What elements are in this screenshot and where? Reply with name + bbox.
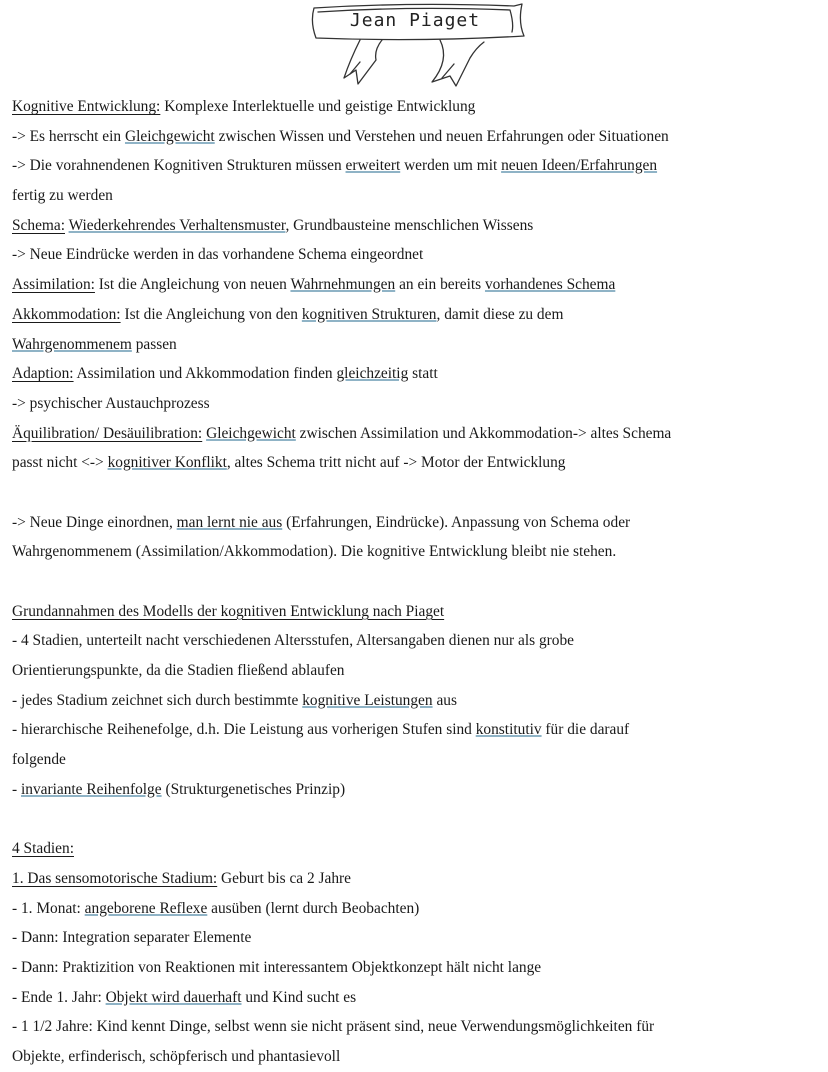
text-segment: Wahrgenommenem (Assimilation/Akkommodation). Die kognitive Entwicklung bleibt nie stehen. [12, 543, 617, 561]
text-segment: zwischen Wissen und Verstehen und neuen Erfahrungen oder Situationen [214, 127, 669, 145]
highlighted-text: gleichzeitig [336, 365, 409, 383]
text-line [12, 240, 820, 270]
text-line [12, 92, 820, 122]
text-line [12, 1012, 820, 1042]
text-line [12, 448, 820, 478]
text-segment: (Erfahrungen, Eindrücke). Anpassung von Schema oder [282, 513, 631, 531]
text-segment: Objekte, erfinderisch, schöpferisch und phantasievoll [12, 1048, 341, 1065]
text-segment: passt nicht <-> [12, 454, 108, 472]
text-line [12, 686, 820, 716]
highlighted-text: kognitiven Strukturen [301, 305, 437, 323]
text-line [12, 923, 820, 953]
text-segment: Komplexe Interlektuelle und geistige Entwicklung [160, 98, 476, 115]
text-segment: statt [408, 365, 438, 383]
text-segment: Ist die Angleichung von den [120, 305, 302, 323]
text-segment: folgende [12, 751, 66, 769]
text-segment: , altes Schema tritt nicht auf -> Motor der Entwicklung [226, 454, 566, 472]
text-line [12, 330, 820, 360]
text-segment: - 4 Stadien, unterteilt nacht verschiedenen Altersstufen, Altersangaben dienen nur als grobe [12, 632, 575, 650]
text-segment: werden um mit [400, 157, 502, 175]
text-segment: -> Die vorahnendenen Kognitiven Strukturen müssen [12, 157, 346, 175]
text-line [12, 122, 820, 152]
blank-line [12, 567, 820, 597]
text-segment: fertig zu werden [12, 187, 113, 205]
text-line [12, 626, 820, 656]
highlighted-text: konstitutiv [475, 721, 542, 739]
highlighted-text: kognitiver Konflikt [107, 454, 227, 472]
text-segment: - hierarchische Reihenefolge, d.h. Die Leistung aus vorherigen Stufen sind [12, 721, 476, 739]
text-line [12, 597, 820, 627]
text-line [12, 715, 820, 745]
text-line [12, 953, 820, 983]
text-segment: Assimilation und Akkommodation finden [73, 365, 337, 383]
highlighted-text: invariante Reihenfolge [20, 780, 162, 798]
term-heading: 4 Stadien: [12, 840, 74, 858]
highlighted-text: Wahrnehmungen [290, 276, 396, 294]
text-line [12, 894, 820, 924]
term-heading: 1. Das sensomotorische Stadium: [12, 869, 218, 887]
text-segment: , damit diese zu dem [436, 305, 564, 323]
text-line [12, 983, 820, 1013]
text-segment: (Strukturgenetisches Prinzip) [161, 780, 346, 798]
highlighted-text: man lernt nie aus [176, 513, 283, 531]
text-segment: und Kind sucht es [241, 988, 357, 1006]
text-segment: für die darauf [541, 721, 630, 739]
text-line [12, 745, 820, 775]
highlighted-text: erweitert [345, 157, 401, 175]
document-body [12, 92, 820, 1072]
text-line [12, 389, 820, 419]
text-line [12, 151, 820, 181]
text-line [12, 419, 820, 449]
highlighted-text: Gleichgewicht [124, 127, 215, 145]
text-line [12, 1042, 820, 1072]
text-line [12, 181, 820, 211]
text-segment: -> Neue Dinge einordnen, [12, 513, 177, 531]
highlighted-text: Gleichgewicht [206, 424, 296, 442]
text-line [12, 537, 820, 567]
text-segment: an ein bereits [395, 276, 485, 294]
text-line [12, 270, 820, 300]
text-line [12, 300, 820, 330]
text-segment: - Dann: Integration separater Elemente [12, 929, 252, 947]
highlighted-text: Wahrgenommenem [12, 335, 132, 353]
text-segment: - jedes Stadium zeichnet sich durch bestimmte [12, 691, 303, 709]
highlighted-text: Objekt wird dauerhaft [105, 988, 242, 1006]
text-segment: - [12, 780, 21, 798]
highlighted-text: kognitive Leistungen [302, 691, 433, 709]
blank-line [12, 805, 820, 835]
text-segment: Geburt bis ca 2 Jahre [217, 869, 351, 887]
text-segment: - Dann: Praktizition von Reaktionen mit interessantem Objektkonzept hält nicht lange [12, 958, 542, 976]
text-segment: zwischen Assimilation und Akkommodation-> altes Schema [295, 424, 672, 442]
text-segment: ausüben (lernt durch Beobachten) [207, 899, 420, 917]
text-line [12, 834, 820, 864]
text-segment: passen [131, 335, 177, 353]
text-segment: - Ende 1. Jahr: [12, 988, 106, 1006]
text-segment: , Grundbausteine menschlichen Wissens [285, 216, 534, 234]
page-title: Jean Piaget [349, 10, 481, 31]
text-segment: -> Neue Eindrücke werden in das vorhandene Schema eingeordnet [12, 246, 424, 264]
text-segment: -> psychischer Austauchprozess [12, 394, 210, 412]
term-heading: Assimilation: [12, 276, 95, 294]
text-line [12, 864, 820, 894]
text-line [12, 656, 820, 686]
term-heading: Grundannahmen des Modells der kognitiven Entwicklung nach Piaget [12, 602, 445, 620]
text-segment: -> Es herrscht ein [12, 127, 125, 145]
highlighted-text: angeborene Reflexe [84, 899, 208, 917]
text-line [12, 211, 820, 241]
text-segment: - 1 1/2 Jahre: Kind kennt Dinge, selbst wenn sie nicht präsent sind, neue Verwendungsmöglichkeiten für [12, 1018, 655, 1036]
text-segment: Orientierungspunkte, da die Stadien fließend ablaufen [12, 662, 345, 680]
text-line [12, 359, 820, 389]
highlighted-text: Wiederkehrendes Verhaltensmuster [68, 216, 286, 234]
highlighted-text: vorhandenes Schema [484, 276, 616, 294]
term-heading: Adaption: [12, 365, 74, 383]
blank-line [12, 478, 820, 508]
text-segment: - 1. Monat: [12, 899, 85, 917]
term-heading: Kognitive Entwicklung: [12, 98, 161, 115]
text-line [12, 775, 820, 805]
highlighted-text: neuen Ideen/Erfahrungen [501, 157, 658, 175]
term-heading: Schema: [12, 216, 65, 234]
term-heading: Äquilibration/ Desäuilibration: [12, 424, 203, 442]
text-line [12, 508, 820, 538]
term-heading: Akkommodation: [12, 305, 121, 323]
text-segment: aus [432, 691, 457, 709]
text-segment: Ist die Angleichung von neuen [94, 276, 291, 294]
